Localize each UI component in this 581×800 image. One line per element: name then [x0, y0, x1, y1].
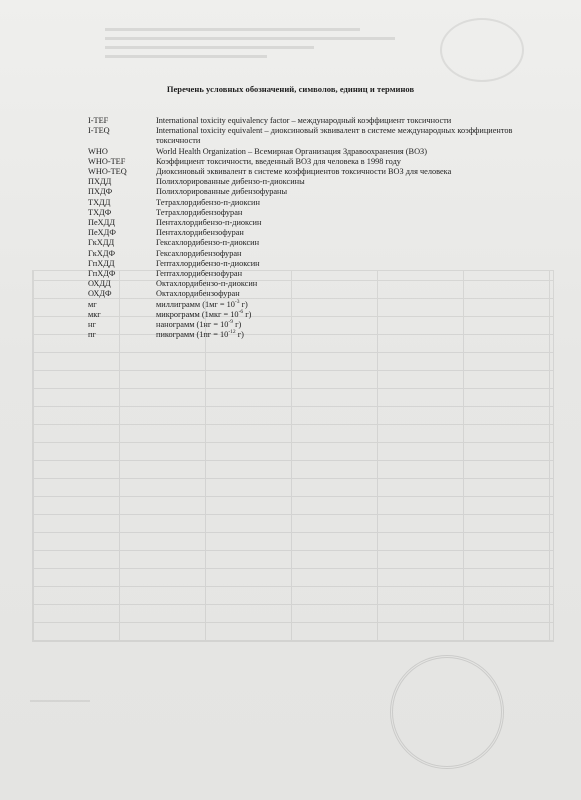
term-row: [88, 157, 528, 167]
term-row: [88, 289, 528, 299]
term-row: [88, 126, 528, 146]
unit-definition-suffix: г): [243, 309, 252, 319]
term-definition: Пентахлордибензо-п-диоксин: [156, 218, 262, 228]
term-row: [88, 187, 528, 197]
term-abbreviation: ПХДД: [88, 177, 112, 187]
term-abbreviation: ГкХДФ: [88, 248, 116, 258]
unit-definition-text: миллиграмм (1мг = 10: [156, 299, 235, 309]
term-row: [88, 177, 528, 187]
unit-definition-text: нанограмм (1нг = 10: [156, 320, 229, 330]
term-definition: Октахлордибензофуран: [156, 289, 240, 299]
unit-row: [88, 300, 528, 310]
term-abbreviation: WHO-TEQ: [88, 167, 127, 177]
term-abbreviation: ТХДФ: [88, 207, 112, 217]
unit-definition: [156, 310, 528, 320]
term-definition: Полихлорированные дибензо-п-диоксины: [156, 177, 305, 187]
term-abbreviation: WHO-TEF: [88, 156, 126, 166]
term-definition: Коэффициент токсичности, введенный ВОЗ для человека в 1998 году: [156, 156, 401, 166]
term-abbreviation: ПеХДФ: [88, 228, 116, 238]
unit-definition-suffix: г): [235, 330, 244, 340]
term-abbreviation: ГпХДД: [88, 258, 115, 268]
term-abbreviation: ПХДФ: [88, 187, 113, 197]
term-definition: Гептахлордибензо-п-диоксин: [156, 258, 260, 268]
term-definition: Пентахлордибензофуран: [156, 228, 244, 238]
reverse-side-bleed-mark: [30, 700, 90, 702]
term-row: [88, 147, 528, 157]
unit-definition-text: пикограмм (1пг = 10: [156, 330, 229, 340]
unit-row: [88, 310, 528, 320]
terms-list: [88, 116, 528, 340]
unit-exponent: -6: [238, 309, 244, 316]
unit-abbreviation: пг: [88, 330, 96, 340]
term-abbreviation: ГпХДФ: [88, 269, 116, 279]
term-abbreviation: ОХДФ: [88, 289, 112, 299]
term-abbreviation: ОХДД: [88, 279, 111, 289]
page-title: Перечень условных обозначений, символов, единиц и терминов: [166, 84, 415, 94]
term-row: [88, 116, 528, 126]
term-row: [88, 279, 528, 289]
unit-definition-suffix: г): [233, 320, 242, 330]
term-definition: International toxicity equivalent – диоксиновый эквивалент в системе международных коэффициентов токсичности: [156, 126, 513, 146]
term-row: [88, 208, 528, 218]
term-abbreviation: ТХДД: [88, 197, 111, 207]
reverse-side-bleed-text: [105, 28, 395, 64]
term-definition: Диоксиновый эквивалент в системе коэффициентов токсичности ВОЗ для человека: [156, 167, 452, 177]
unit-abbreviation: мг: [88, 299, 97, 309]
unit-abbreviation: мкг: [88, 309, 101, 319]
reverse-side-stamp-mark: [440, 18, 524, 82]
term-row: [88, 249, 528, 259]
term-abbreviation: ПеХДД: [88, 218, 115, 228]
unit-definition: [156, 320, 528, 330]
term-definition: Гексахлордибензофуран: [156, 248, 242, 258]
unit-exponent: -3: [234, 298, 240, 305]
term-row: [88, 228, 528, 238]
unit-exponent: -9: [228, 319, 233, 326]
unit-exponent: -12: [228, 329, 236, 336]
term-abbreviation: I-TEQ: [88, 126, 110, 136]
term-definition: Полихлорированные дибензофураны: [156, 187, 288, 197]
term-definition: Гептахлордибензофуран: [156, 269, 243, 279]
reverse-side-seal-mark: [390, 655, 504, 769]
term-row: [88, 167, 528, 177]
unit-definition: [156, 330, 528, 340]
unit-abbreviation: нг: [88, 320, 96, 330]
term-definition: International toxicity equivalency factor – международный коэффициент токсичности: [156, 116, 452, 125]
term-abbreviation: I-TEF: [88, 116, 109, 125]
term-definition: Тетрахлордибензо-п-диоксин: [156, 197, 260, 207]
unit-definition: [156, 300, 528, 310]
unit-row: [88, 330, 528, 340]
term-row: [88, 218, 528, 228]
term-abbreviation: WHO: [88, 146, 108, 156]
term-definition: Октахлордибензо-п-диоксин: [156, 279, 258, 289]
term-row: [88, 269, 528, 279]
term-row: [88, 238, 528, 248]
term-row: [88, 259, 528, 269]
term-row: [88, 198, 528, 208]
term-definition: World Health Organization – Всемирная Организация Здравоохранения (ВОЗ): [156, 146, 427, 156]
unit-row: [88, 320, 528, 330]
unit-definition-text: микрограмм (1мкг = 10: [156, 309, 239, 319]
term-definition: Тетрахлордибензофуран: [156, 207, 243, 217]
term-definition: Гексахлордибензо-п-диоксин: [156, 238, 260, 248]
unit-definition-suffix: г): [239, 299, 248, 309]
term-abbreviation: ГкХДД: [88, 238, 115, 248]
